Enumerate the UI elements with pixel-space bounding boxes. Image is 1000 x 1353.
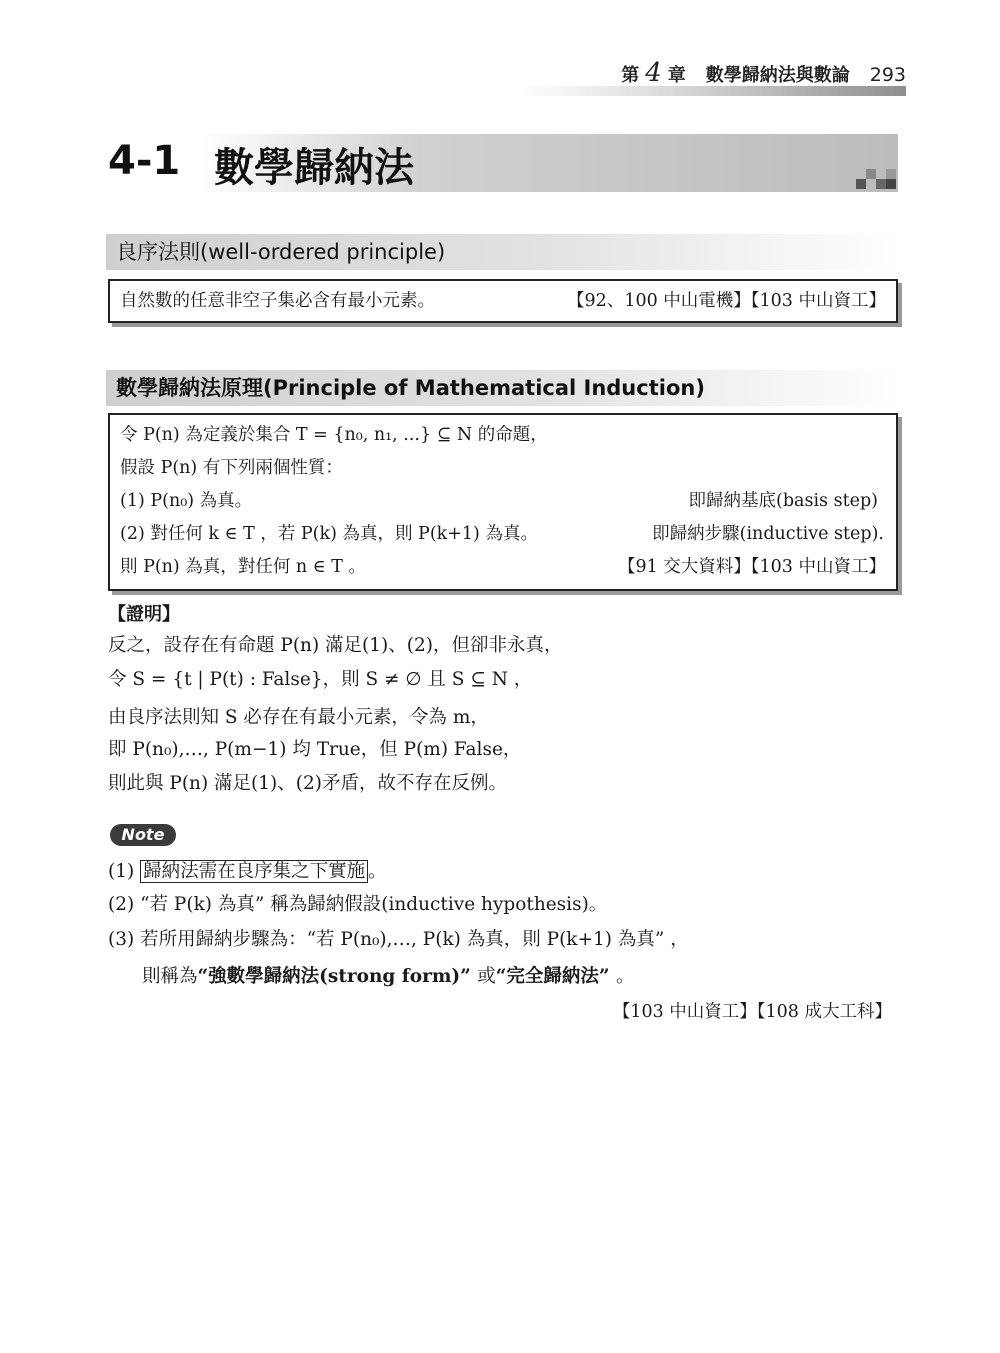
chapter-number: 4 (645, 58, 662, 88)
basis-step: (1) P(n₀) 為真。 (120, 491, 253, 511)
note-item-3-cont-mid: 或 (477, 966, 496, 987)
induction-refs: 【91 交大資料】【103 中山資工】 (617, 557, 886, 577)
note-item-3-cont-prefix: 則稱為 (142, 966, 198, 987)
proof-line-3: 由良序法則知 S 必存在有最小元素，令為 m， (108, 707, 489, 728)
chapter-prefix: 第 (621, 65, 640, 86)
note-item-3: (3) 若所用歸納步驟為：“若 P(n₀),…, P(k) 為真，則 P(k+1) 為真” ， (108, 929, 689, 950)
proof-line-2: 令 S = {t | P(t) : False}，則 S ≠ ∅ 且 S ⊆ N ， (108, 669, 533, 690)
well-ordered-heading: 良序法則(well-ordered principle) (106, 234, 902, 270)
proof-label: 【證明】 (108, 604, 180, 625)
chapter-suffix: 章 (667, 65, 686, 86)
proof-line-1: 反之，設存在有命題 P(n) 滿足(1)、(2)，但卻非永真， (108, 635, 563, 656)
section-number: 4-1 (108, 138, 181, 184)
note-refs: 【103 中山資工】【108 成大工科】 (612, 1002, 892, 1022)
well-ordered-line (120, 286, 886, 316)
basis-step-note: 即歸納基底(basis step) (688, 491, 878, 511)
induction-line-5 (120, 552, 886, 582)
induction-box (108, 413, 898, 591)
section-title-banner (106, 134, 898, 192)
note-item-3-cont-end: 。 (616, 966, 635, 987)
header-text (621, 58, 906, 88)
page-number: 293 (869, 64, 906, 86)
strong-form-term: “強數學歸納法(strong form)” (197, 966, 478, 987)
proof-line-4: 即 P(n₀),…, P(m−1) 均 True，但 P(m) False， (108, 739, 522, 760)
well-ordered-box (108, 279, 898, 323)
induction-conclusion: 則 P(n) 為真，對任何 n ∈ T 。 (120, 557, 366, 577)
complete-induction-term: “完全歸納法” (495, 966, 616, 987)
section-title: 數學歸納法 (214, 145, 414, 191)
inductive-step: (2) 對任何 k ∈ T ，若 P(k) 為真，則 P(k+1) 為真。 (120, 524, 538, 544)
induction-line-1: 令 P(n) 為定義於集合 T = {n₀, n₁, ...} ⊆ N 的命題， (120, 425, 548, 445)
chapter-title: 數學歸納法與數論 (705, 65, 850, 86)
note-item-1-prefix: (1) (108, 861, 135, 882)
note-item-2: (2) “若 P(k) 為真” 稱為歸納假設(inductive hypothesis)。 (108, 894, 608, 915)
induction-heading: 數學歸納法原理(Principle of Mathematical Induction) (106, 370, 902, 406)
note-item-1-boxed: 歸納法需在良序集之下實施 (140, 860, 368, 883)
note-item-3-continued (142, 960, 942, 994)
well-ordered-statement: 自然數的任意非空子集必含有最小元素。 (120, 291, 435, 311)
induction-line-2: 假設 P(n) 有下列兩個性質： (120, 458, 343, 478)
inductive-step-note: 即歸納步驟(inductive step). (652, 524, 884, 544)
running-header (520, 58, 906, 96)
note-item-1 (108, 855, 908, 889)
induction-item-2 (120, 519, 886, 549)
note-badge: Note (110, 824, 176, 846)
well-ordered-refs: 【92、100 中山電機】【103 中山資工】 (567, 291, 886, 311)
proof-line-5: 則此與 P(n) 滿足(1)、(2)矛盾，故不存在反例。 (108, 773, 507, 794)
decorative-squares-icon (856, 169, 896, 189)
note-item-1-suffix: 。 (368, 861, 387, 882)
induction-item-1 (120, 486, 886, 516)
